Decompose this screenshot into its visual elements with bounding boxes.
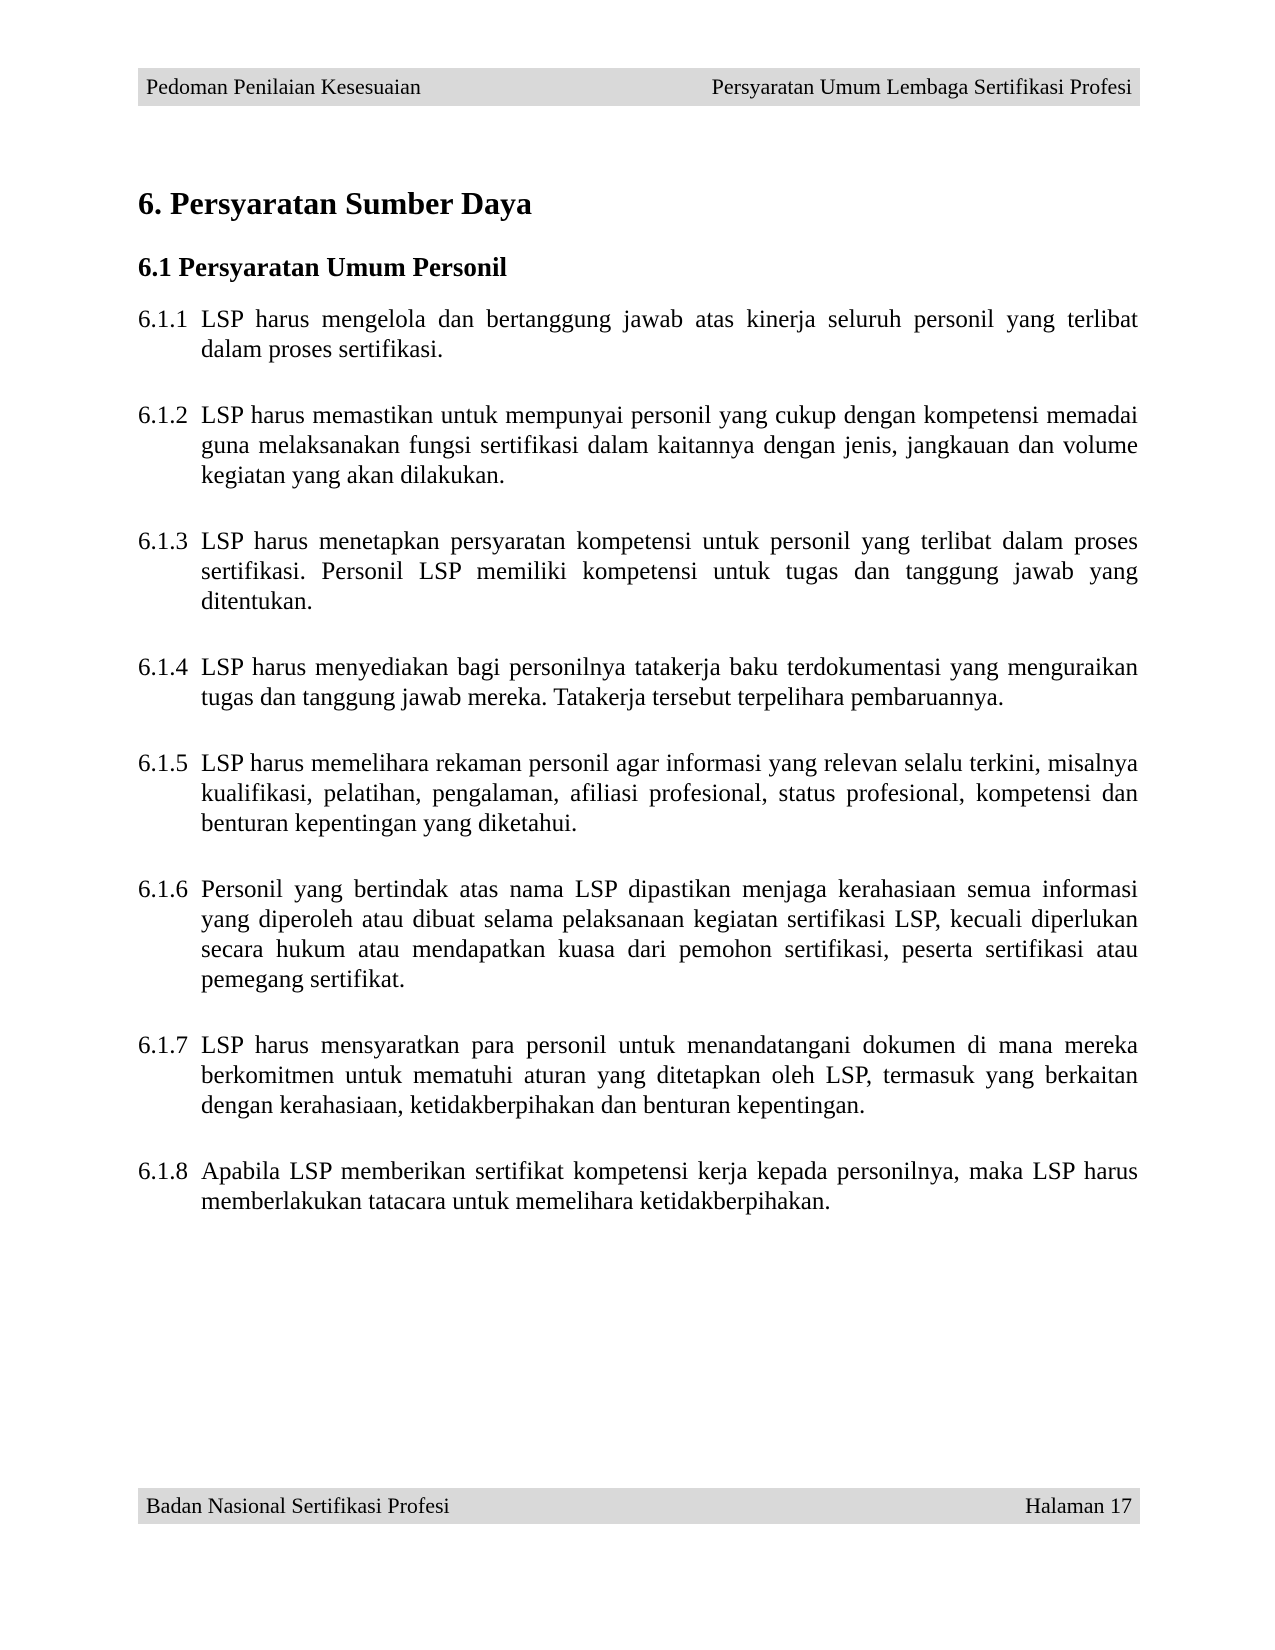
clause-number: 6.1.1	[138, 305, 188, 333]
page-header	[138, 68, 1140, 106]
header-left-text: Pedoman Penilaian Kesesuaian	[146, 74, 421, 99]
requirement-item	[138, 1157, 1138, 1217]
requirement-item	[138, 653, 1138, 713]
clause-text: LSP harus mensyaratkan para personil untuk menandatangani dokumen di mana mereka berkomitmen untuk mematuhi aturan yang ditetapkan oleh LSP, termasuk yang berkaitan dengan kerahasiaan, ketidakberpihakan dan benturan kepentingan.	[201, 1031, 1138, 1119]
clause-number: 6.1.6	[138, 875, 188, 903]
clause-number: 6.1.5	[138, 749, 188, 777]
clause-text: LSP harus mengelola dan bertanggung jawab atas kinerja seluruh personil yang terlibat dalam proses sertifikasi.	[201, 305, 1138, 363]
clause-text: Personil yang bertindak atas nama LSP dipastikan menjaga kerahasiaan semua informasi yang diperoleh atau dibuat selama pelaksanaan kegiatan sertifikasi LSP, kecuali diperlukan secara hukum atau mendapatkan kuasa dari pemohon sertifikasi, peserta sertifikasi atau pemegang sertifikat.	[201, 875, 1138, 993]
clause-text: LSP harus memelihara rekaman personil agar informasi yang relevan selalu terkini, misalnya kualifikasi, pelatihan, pengalaman, afiliasi profesional, status profesional, kompetensi dan benturan kepentingan yang diketahui.	[201, 749, 1138, 837]
requirement-item	[138, 749, 1138, 839]
clause-text: LSP harus memastikan untuk mempunyai personil yang cukup dengan kompetensi memadai guna melaksanakan fungsi sertifikasi dalam kaitannya dengan jenis, jangkauan dan volume kegiatan yang akan dilakukan.	[201, 401, 1138, 489]
requirement-item	[138, 875, 1138, 995]
clause-number: 6.1.4	[138, 653, 188, 681]
section-heading: 6.1 Persyaratan Umum Personil	[138, 252, 507, 282]
requirements-list	[138, 305, 1138, 1217]
requirement-item	[138, 401, 1138, 491]
clause-number: 6.1.8	[138, 1157, 188, 1185]
clause-number: 6.1.3	[138, 527, 188, 555]
page-footer	[138, 1488, 1140, 1524]
header-right-text: Persyaratan Umum Lembaga Sertifikasi Profesi	[711, 74, 1132, 99]
clause-text: LSP harus menetapkan persyaratan kompetensi untuk personil yang terlibat dalam proses sertifikasi. Personil LSP memiliki kompetensi untuk tugas dan tanggung jawab yang ditentukan.	[201, 527, 1138, 615]
clause-number: 6.1.7	[138, 1031, 188, 1059]
requirement-item	[138, 305, 1138, 365]
clause-text: Apabila LSP memberikan sertifikat kompetensi kerja kepada personilnya, maka LSP harus memberlakukan tatacara untuk memelihara ketidakberpihakan.	[201, 1157, 1138, 1215]
requirement-item	[138, 1031, 1138, 1121]
clause-number: 6.1.2	[138, 401, 188, 429]
footer-page-number: Halaman 17	[1025, 1493, 1132, 1518]
page-title: 6. Persyaratan Sumber Daya	[138, 185, 533, 221]
document-body	[138, 183, 1138, 1253]
requirement-item	[138, 527, 1138, 617]
clause-text: LSP harus menyediakan bagi personilnya tatakerja baku terdokumentasi yang menguraikan tugas dan tanggung jawab mereka. Tatakerja tersebut terpelihara pembaruannya.	[201, 653, 1138, 711]
footer-left-text: Badan Nasional Sertifikasi Profesi	[146, 1493, 450, 1518]
